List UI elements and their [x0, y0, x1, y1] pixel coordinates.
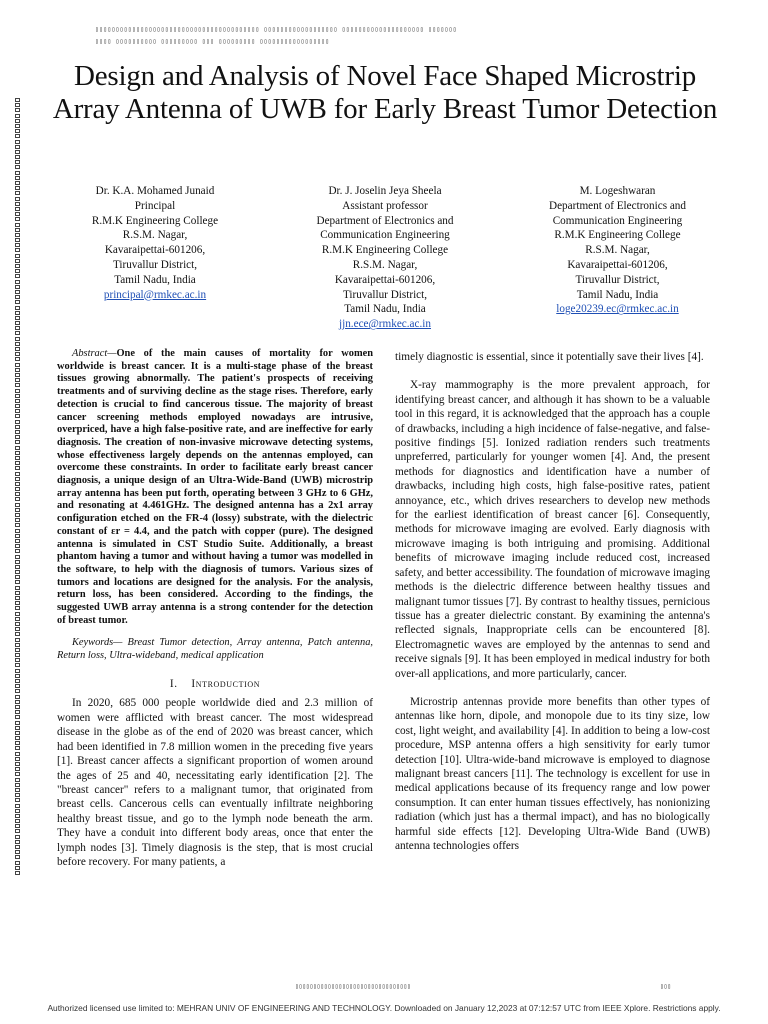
abstract-text: One of the main causes of mortality for women worldwide is breast cancer. It is a multi-stage phase of the breast tissues growing abnormally. The patient's prospects of receiving treatments and of surviving decline as the stage rises. Therefore, early detection is crucial to find cancerous tissue. The majority of breast cancer screening methods employed nowadays are intrusive, overpriced, have a high false-positive rate, and are ineffective for early diagnosis. The creation of non-invasive microwave detecting systems, whose effectiveness largely depends on the antennas employed, can overcome these constraints. In order to facilitate early breast cancer diagnosis, a unique design of an Ultra-Wide-Band (UWB) microstrip array antenna has been put forth, operating between 3 GHz to 6 GHz, and resonating at 4.461GHz. The designed antenna has a 2x1 array configuration etched on the FR-4 (lossy) substrate, with the dielectric constant of εr = 4.4, and the patch with copper (pure). The designed antenna is simulated in CST Studio Suite. Additionally, a breast phantom having a tumor and without having a tumor was modelled in the software, to help with the diagnosis of tumors. Various sizes of tumors and locations are designed for the analysis. For the analysis, return loss, has been considered. According to the findings, the suggested UWB array antenna is a strong contender for the detection of breast tumor.	[57, 348, 373, 626]
side-strip-glyph	[15, 207, 20, 211]
side-strip-glyph	[15, 389, 20, 393]
author-name: Dr. K.A. Mohamed Junaid	[95, 185, 215, 197]
side-strip-glyph	[15, 705, 20, 709]
side-strip-glyph	[15, 648, 20, 652]
side-strip-glyph	[15, 632, 20, 636]
side-strip-glyph	[15, 248, 20, 252]
body-paragraph: Microstrip antennas provide more benefits than other types of antennas like horn, dipole, and monopole due to its tiny size, low cost, light weight, and availability [4]. In addition to being a low-cost procedure, MSP antenna offers a high sensitivity for early tumor detection [10]. Ultra-wide-band microwave is employed to diagnose malignant breast cancers [11]. The technology is excellent for use in medical applications because of its frequency range and low power consumption. It can enter human tissues effectively, has nonionizing radiation (which just has a thermal impact), and has no biologically harmful side effects [12]. Developing Ultra-Wide Band (UWB) antenna technologies offers	[395, 695, 710, 852]
side-strip-glyph	[15, 606, 20, 610]
side-strip-glyph	[15, 160, 20, 164]
side-strip-glyph	[15, 352, 20, 356]
side-strip-glyph	[15, 560, 20, 564]
side-strip-glyph	[15, 171, 20, 175]
side-strip-glyph	[15, 357, 20, 361]
side-strip-glyph	[15, 850, 20, 854]
side-strip-glyph	[15, 555, 20, 559]
side-strip-glyph	[15, 337, 20, 341]
side-strip-glyph	[15, 472, 20, 476]
side-strip-glyph	[15, 394, 20, 398]
side-strip-glyph	[15, 695, 20, 699]
side-strip-glyph	[15, 601, 20, 605]
side-strip-glyph	[15, 617, 20, 621]
side-strip-glyph	[15, 710, 20, 714]
side-strip-glyph	[15, 518, 20, 522]
side-strip-glyph	[15, 404, 20, 408]
section-heading-introduction	[57, 677, 373, 691]
side-strip-glyph	[15, 529, 20, 533]
side-strip-glyph	[15, 342, 20, 346]
side-identifier-strip	[15, 98, 22, 918]
side-strip-glyph	[15, 658, 20, 662]
side-strip-glyph	[15, 580, 20, 584]
side-strip-glyph	[15, 306, 20, 310]
side-strip-glyph	[15, 679, 20, 683]
author-affiliation-line: Kavaraipettai-601206,	[334, 273, 436, 286]
side-strip-glyph	[15, 108, 20, 112]
side-strip-glyph	[15, 202, 20, 206]
author-block-3	[535, 184, 700, 317]
side-strip-glyph	[15, 736, 20, 740]
author-affiliation-line: Department of Electronics and	[549, 199, 686, 212]
side-strip-glyph	[15, 539, 20, 543]
body-paragraph: timely diagnostic is essential, since it potentially save their lives [4].	[395, 351, 704, 363]
author-affiliation-line: R.S.M. Nagar,	[585, 244, 650, 257]
author-affiliation-line: Tamil Nadu, India	[114, 273, 196, 286]
body-paragraph: X-ray mammography is the more prevalent approach, for identifying breast cancer, and although it has shown to be a valuable tool in this regard, it is acknowledged that the approach has a couple of drawbacks, including a high incidence of false-negative, and false-positive findings [5]. Ionized radiation renders such treatments unpreferred, particularly for younger women [4]. And, the present methods for diagnostics and identification have a number of drawbacks, including high costs, high false-positive rates, patient annoyance, etc., which drives researchers to develop new methods for the earliest identification of breast cancer [6]. Consequently, methods for microwave imaging are evolved. Early diagnosis with microwave imaging is both intriguing and promising. Additional benefits of microwave imaging include reduced cost, increased safety, and better accessibility. The foundation of microwave imaging methods is the dielectric difference between healthy tissues and malignant tumor tissues [7]. By contrast to healthy tissues, pernicious tissue has a greater dielectric constant. By examining the antenna's reflected signals, Inappropriate cells can be encountered [8]. Electromagnetic waves are employed by the antennas to send and receive signals [9]. It has been employed in medical industry for both over-all applications, and more particularly, cancer.	[395, 379, 710, 680]
right-column	[395, 350, 710, 853]
side-strip-glyph	[15, 243, 20, 247]
author-affiliation-line: Kavaraipettai-601206,	[104, 244, 206, 257]
side-strip-glyph	[15, 425, 20, 429]
side-strip-glyph	[15, 798, 20, 802]
side-strip-glyph	[15, 191, 20, 195]
side-strip-glyph	[15, 399, 20, 403]
side-strip-glyph	[15, 482, 20, 486]
side-strip-glyph	[15, 788, 20, 792]
side-strip-glyph	[15, 181, 20, 185]
side-strip-glyph	[15, 295, 20, 299]
side-strip-glyph	[15, 612, 20, 616]
author-affiliation-line: R.M.K Engineering College	[91, 214, 219, 227]
author-affiliation-line: R.M.K Engineering College	[554, 229, 681, 242]
side-strip-glyph	[15, 643, 20, 647]
side-strip-glyph	[15, 793, 20, 797]
side-strip-glyph	[15, 285, 20, 289]
keywords: Keywords— Breast Tumor detection, Array antenna, Patch antenna, Return loss, Ultra-wideband, medical application	[57, 637, 373, 662]
side-strip-glyph	[15, 871, 20, 875]
author-email-link[interactable]: jjn.ece@rmkec.ac.in	[339, 318, 431, 331]
side-strip-glyph	[15, 430, 20, 434]
author-affiliation-line: Tiruvallur District,	[575, 273, 660, 286]
side-strip-glyph	[15, 383, 20, 387]
author-affiliation-line: Kavaraipettai-601206,	[567, 258, 668, 271]
author-block-1	[75, 184, 235, 302]
side-strip-glyph	[15, 814, 20, 818]
side-strip-glyph	[15, 311, 20, 315]
side-strip-glyph	[15, 264, 20, 268]
author-affiliation-line: R.M.K Engineering College	[321, 244, 449, 257]
side-strip-glyph	[15, 523, 20, 527]
side-strip-glyph	[15, 638, 20, 642]
side-strip-glyph	[15, 513, 20, 517]
side-strip-glyph	[15, 721, 20, 725]
side-strip-glyph	[15, 150, 20, 154]
author-role: Principal	[134, 199, 176, 212]
side-strip-glyph	[15, 861, 20, 865]
side-strip-glyph	[15, 461, 20, 465]
side-strip-glyph	[15, 326, 20, 330]
side-strip-glyph	[15, 212, 20, 216]
side-strip-glyph	[15, 238, 20, 242]
side-strip-glyph	[15, 363, 20, 367]
left-column	[57, 348, 373, 869]
side-strip-glyph	[15, 767, 20, 771]
side-strip-glyph	[15, 155, 20, 159]
side-strip-glyph	[15, 741, 20, 745]
author-affiliation-line: Communication Engineering	[320, 229, 450, 242]
side-strip-glyph	[15, 824, 20, 828]
side-strip-glyph	[15, 274, 20, 278]
author-block-2	[300, 184, 470, 332]
author-name: Dr. J. Joselin Jeya Sheela	[328, 185, 442, 197]
side-strip-glyph	[15, 321, 20, 325]
side-strip-glyph	[15, 783, 20, 787]
side-strip-glyph	[15, 269, 20, 273]
side-strip-glyph	[15, 627, 20, 631]
author-affiliation-line: Communication Engineering	[552, 214, 683, 227]
side-strip-glyph	[15, 819, 20, 823]
side-strip-glyph	[15, 331, 20, 335]
side-strip-glyph	[15, 466, 20, 470]
side-strip-glyph	[15, 752, 20, 756]
side-strip-glyph	[15, 829, 20, 833]
author-affiliation-line: Tamil Nadu, India	[344, 303, 426, 316]
side-strip-glyph	[15, 762, 20, 766]
author-affiliation-line: R.S.M. Nagar,	[122, 229, 188, 242]
license-notice: Authorized licensed use limited to: MEHRAN UNIV OF ENGINEERING AND TECHNOLOGY. Downloaded on January 12,2023 at 07:12:57 UTC from IEEE Xplore. Restrictions apply.	[47, 1003, 721, 1013]
side-strip-glyph	[15, 700, 20, 704]
side-strip-glyph	[15, 492, 20, 496]
side-strip-glyph	[15, 503, 20, 507]
side-strip-glyph	[15, 487, 20, 491]
side-strip-glyph	[15, 591, 20, 595]
author-affiliation-line: Tamil Nadu, India	[576, 288, 659, 301]
side-strip-glyph	[15, 165, 20, 169]
side-strip-glyph	[15, 197, 20, 201]
side-strip-glyph	[15, 456, 20, 460]
side-strip-glyph	[15, 186, 20, 190]
side-strip-glyph	[15, 549, 20, 553]
abstract	[57, 348, 373, 627]
side-strip-glyph	[15, 440, 20, 444]
abstract-lead: Abstract—	[72, 348, 117, 359]
author-email-link[interactable]: loge20239.ec@rmkec.ac.in	[556, 303, 679, 316]
side-strip-glyph	[15, 653, 20, 657]
side-strip-glyph	[15, 233, 20, 237]
side-strip-glyph	[15, 140, 20, 144]
side-strip-glyph	[15, 565, 20, 569]
side-strip-glyph	[15, 575, 20, 579]
side-strip-glyph	[15, 596, 20, 600]
side-strip-glyph	[15, 409, 20, 413]
side-strip-glyph	[15, 778, 20, 782]
section-numeral: I.	[169, 678, 178, 691]
side-strip-glyph	[15, 544, 20, 548]
side-strip-glyph	[15, 290, 20, 294]
author-affiliation-line: Tiruvallur District,	[342, 288, 428, 301]
author-name: M. Logeshwaran	[579, 185, 656, 197]
side-strip-glyph	[15, 570, 20, 574]
side-strip-glyph	[15, 446, 20, 450]
side-strip-glyph	[15, 347, 20, 351]
side-strip-glyph	[15, 772, 20, 776]
side-strip-glyph	[15, 378, 20, 382]
side-strip-glyph	[15, 684, 20, 688]
side-strip-glyph	[15, 804, 20, 808]
side-strip-glyph	[15, 217, 20, 221]
side-strip-glyph	[15, 497, 20, 501]
side-strip-glyph	[15, 835, 20, 839]
conference-header-line-2: ▯▯▯▯ ▯▯▯▯▯▯▯▯▯▯ ▯▯▯▯▯▯▯▯▯ ▯▯▯ ▯▯▯▯▯▯▯▯▯ ▯▯▯▯▯▯▯▯▯▯▯▯▯▯▯▯▯	[95, 38, 330, 45]
side-strip-glyph	[15, 373, 20, 377]
side-strip-glyph	[15, 622, 20, 626]
side-strip-glyph	[15, 145, 20, 149]
side-strip-glyph	[15, 368, 20, 372]
side-strip-glyph	[15, 586, 20, 590]
paper-title: Design and Analysis of Novel Face Shaped Microstrip Array Antenna of UWB for Early Breast Tumor Detection	[52, 60, 718, 125]
side-strip-glyph	[15, 669, 20, 673]
side-strip-glyph	[15, 176, 20, 180]
side-strip-glyph	[15, 674, 20, 678]
side-strip-glyph	[15, 134, 20, 138]
side-strip-glyph	[15, 414, 20, 418]
author-email-link[interactable]: principal@rmkec.ac.in	[103, 288, 207, 301]
side-strip-glyph	[15, 855, 20, 859]
author-affiliation-line: Department of Electronics and	[316, 214, 454, 227]
side-strip-glyph	[15, 254, 20, 258]
side-strip-glyph	[15, 119, 20, 123]
author-role: Assistant professor	[342, 199, 428, 212]
side-strip-glyph	[15, 731, 20, 735]
footer-copyright-line: ▯▯▯▯▯▯▯▯▯▯▯▯▯▯▯▯▯▯▯▯▯▯▯▯▯▯▯▯▯▯▯▯	[295, 983, 411, 990]
side-strip-glyph	[15, 300, 20, 304]
side-strip-glyph	[15, 129, 20, 133]
side-strip-glyph	[15, 689, 20, 693]
side-strip-glyph	[15, 715, 20, 719]
side-strip-glyph	[15, 534, 20, 538]
author-affiliation-line: Tiruvallur District,	[112, 258, 198, 271]
side-strip-glyph	[15, 746, 20, 750]
side-strip-glyph	[15, 420, 20, 424]
side-strip-glyph	[15, 280, 20, 284]
footer-page-number: ▯▯▯	[660, 983, 671, 990]
side-strip-glyph	[15, 840, 20, 844]
conference-header-line-1: ▯▯▯▯▯▯▯▯▯▯▯▯▯▯▯▯▯▯▯▯▯▯▯▯▯▯▯▯▯▯▯▯▯▯▯▯▯▯▯▯ ▯▯▯▯▯▯▯▯▯▯▯▯▯▯▯▯▯▯ ▯▯▯▯▯▯▯▯▯▯▯▯▯▯▯▯▯▯▯▯ ▯▯▯▯▯▯▯	[95, 26, 457, 33]
side-strip-glyph	[15, 477, 20, 481]
side-strip-glyph	[15, 866, 20, 870]
side-strip-glyph	[15, 451, 20, 455]
side-strip-glyph	[15, 98, 20, 102]
side-strip-glyph	[15, 845, 20, 849]
side-strip-glyph	[15, 316, 20, 320]
side-strip-glyph	[15, 223, 20, 227]
side-strip-glyph	[15, 726, 20, 730]
side-strip-glyph	[15, 435, 20, 439]
side-strip-glyph	[15, 508, 20, 512]
author-affiliation-line: R.S.M. Nagar,	[352, 258, 418, 271]
side-strip-glyph	[15, 124, 20, 128]
section-title: Introduction	[191, 678, 261, 691]
side-strip-glyph	[15, 663, 20, 667]
side-strip-glyph	[15, 228, 20, 232]
side-strip-glyph	[15, 757, 20, 761]
side-strip-glyph	[15, 809, 20, 813]
side-strip-glyph	[15, 259, 20, 263]
side-strip-glyph	[15, 103, 20, 107]
side-strip-glyph	[15, 114, 20, 118]
body-paragraph: In 2020, 685 000 people worldwide died and 2.3 million of women were afflicted with breast cancer. The most widespread disease in the globe as of the end of 2020 was breast cancer, which had been identified in 7.8 million women in the preceding five years [1]. Breast cancer affects a significant proportion of women around the ages of 25 and 40, necessitating early identification [2]. The "breast cancer" refers to a malignant tumor, that originated from breast cells. Cancerous cells can eventually infiltrate neighboring healthy breast tissue, and go to the lymph node beneath the arm. They have a conduit into different body areas, once that enter the lymph nodes [3]. Timely diagnosis is the step, that is most crucial before recovery. For many patients, a	[57, 697, 373, 868]
